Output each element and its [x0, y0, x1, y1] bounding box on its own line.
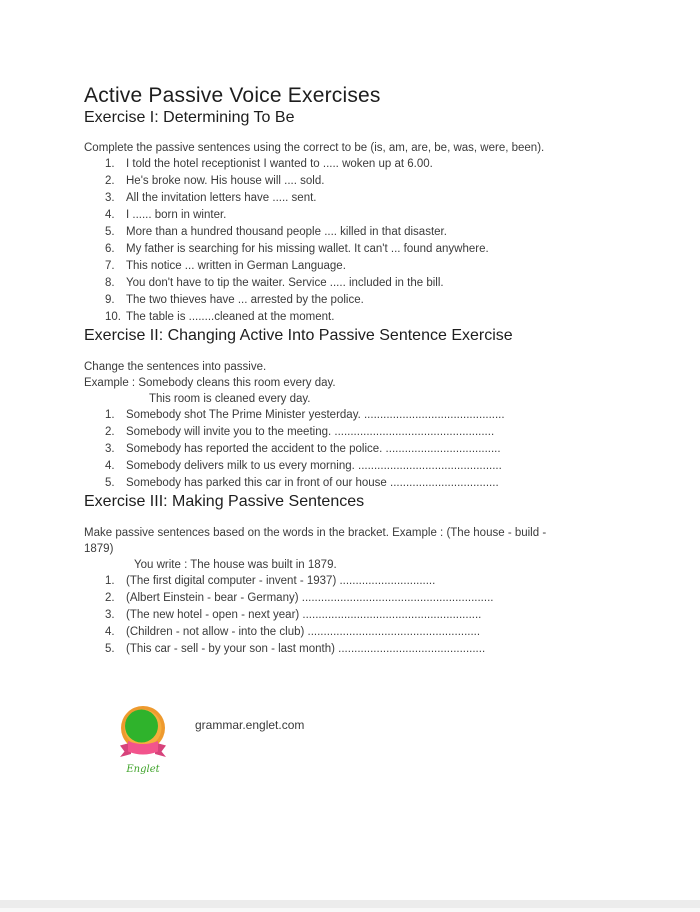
list-item-number: 5. — [105, 226, 115, 238]
list-item-text: This notice ... written in German Language. — [126, 260, 346, 272]
list-item — [105, 441, 642, 458]
englet-logo-icon — [116, 705, 170, 761]
list-item-text: Somebody delivers milk to us every morning. ............................................. — [126, 460, 502, 472]
list-item — [105, 407, 642, 424]
list-item-number: 2. — [105, 426, 115, 438]
footer-site-text: grammar.englet.com — [195, 718, 305, 732]
list-item-text: Somebody has parked this car in front of our house .................................. — [126, 477, 499, 489]
list-item-number: 1. — [105, 409, 115, 421]
list-item-text: I told the hotel receptionist I wanted to ..... woken up at 6.00. — [126, 158, 433, 170]
list-item-number: 1. — [105, 158, 115, 170]
exercise3-intro-line1: Make passive sentences based on the words in the bracket. Example : (The house - build - — [84, 527, 547, 539]
list-item — [105, 475, 642, 492]
list-item-text: Somebody shot The Prime Minister yesterday. ............................................ — [126, 409, 505, 421]
list-item-number: 2. — [105, 592, 115, 604]
list-item-text: The table is ........cleaned at the moment. — [126, 311, 335, 323]
exercise3-example: You write : The house was built in 1879. — [134, 559, 337, 571]
list-item-text: More than a hundred thousand people .... killed in that disaster. — [126, 226, 447, 238]
list-item-text: You don't have to tip the waiter. Service ..... included in the bill. — [126, 277, 444, 289]
list-item-number: 4. — [105, 460, 115, 472]
list-item — [105, 607, 642, 624]
exercise2-list — [84, 407, 642, 492]
exercise2-example: This room is cleaned every day. — [149, 393, 311, 405]
list-item — [105, 590, 642, 607]
englet-logo — [115, 705, 171, 775]
page-bottom-edge — [0, 900, 700, 908]
list-item-text: (The new hotel - open - next year) ........................................................ — [126, 609, 482, 621]
list-item — [105, 224, 642, 241]
list-item-number: 3. — [105, 443, 115, 455]
page-title: Active Passive Voice Exercises — [84, 84, 381, 107]
list-item-number: 1. — [105, 575, 115, 587]
exercise2-heading: Exercise II: Changing Active Into Passive Sentence Exercise — [84, 327, 513, 344]
list-item — [105, 309, 642, 326]
list-item-number: 4. — [105, 209, 115, 221]
exercise3-list — [84, 573, 642, 658]
list-item-number: 3. — [105, 609, 115, 621]
list-item-text: The two thieves have ... arrested by the police. — [126, 294, 364, 306]
list-item-number: 2. — [105, 175, 115, 187]
list-item-text: (Albert Einstein - bear - Germany) ............................................................ — [126, 592, 494, 604]
list-item — [105, 173, 642, 190]
exercise3-heading: Exercise III: Making Passive Sentences — [84, 493, 365, 510]
list-item — [105, 424, 642, 441]
page-bottom-background — [0, 908, 700, 912]
list-item — [105, 190, 642, 207]
list-item-text: I ...... born in winter. — [126, 209, 227, 221]
exercise1-list — [84, 156, 642, 326]
list-item-text: Somebody will invite you to the meeting. .................................................. — [126, 426, 495, 438]
list-item-text: (Children - not allow - into the club) ...................................................... — [126, 626, 481, 638]
list-item-number: 5. — [105, 643, 115, 655]
list-item-number: 8. — [105, 277, 115, 289]
exercise1-heading: Exercise I: Determining To Be — [84, 109, 295, 126]
list-item-text: He's broke now. His house will .... sold. — [126, 175, 325, 187]
exercise3-intro-line2: 1879) — [84, 543, 114, 555]
list-item — [105, 458, 642, 475]
list-item — [105, 258, 642, 275]
list-item — [105, 641, 642, 658]
englet-logo-wordmark: Englet — [126, 764, 160, 775]
list-item — [105, 275, 642, 292]
list-item — [105, 207, 642, 224]
list-item-number: 4. — [105, 626, 115, 638]
list-item-number: 6. — [105, 243, 115, 255]
list-item-text: (This car - sell - by your son - last month) .............................................. — [126, 643, 486, 655]
exercise1-intro: Complete the passive sentences using the correct to be (is, am, are, be, was, were, been). — [84, 142, 545, 154]
list-item-number: 3. — [105, 192, 115, 204]
list-item-number: 10. — [105, 311, 121, 323]
list-item — [105, 156, 642, 173]
footer — [115, 705, 642, 775]
list-item-number: 5. — [105, 477, 115, 489]
list-item-text: (The first digital computer - invent - 1937) .............................. — [126, 575, 436, 587]
exercise2-intro-line2: Example : Somebody cleans this room every day. — [84, 377, 336, 389]
list-item-number: 9. — [105, 294, 115, 306]
list-item — [105, 573, 642, 590]
list-item — [105, 624, 642, 641]
list-item-number: 7. — [105, 260, 115, 272]
list-item-text: Somebody has reported the accident to the police. .................................... — [126, 443, 501, 455]
list-item — [105, 241, 642, 258]
list-item — [105, 292, 642, 309]
list-item-text: All the invitation letters have ..... sent. — [126, 192, 317, 204]
list-item-text: My father is searching for his missing wallet. It can't ... found anywhere. — [126, 243, 489, 255]
exercise2-intro-line1: Change the sentences into passive. — [84, 361, 267, 373]
